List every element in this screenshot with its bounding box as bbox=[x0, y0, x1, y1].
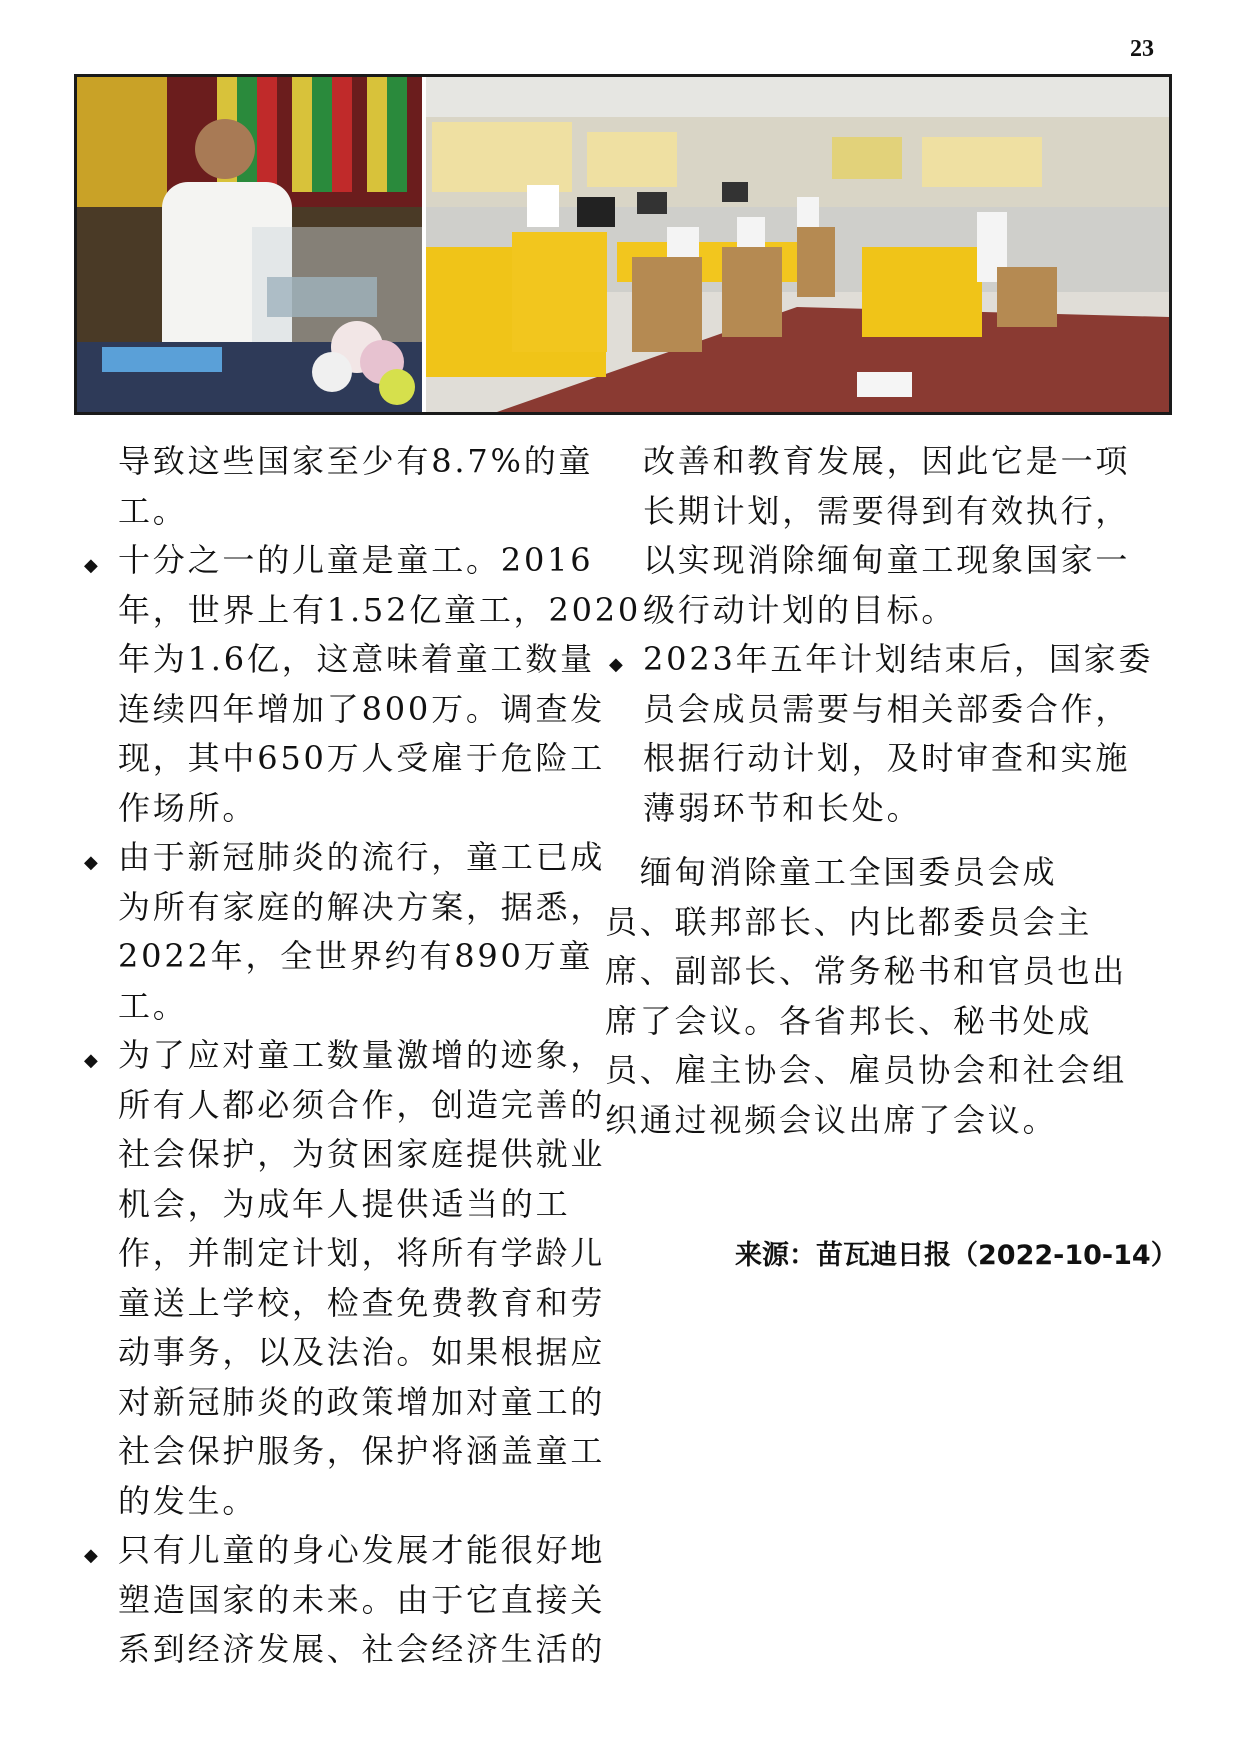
text-line: 社会保护，为贫困家庭提供就业 bbox=[118, 1135, 606, 1173]
speaker-photo bbox=[77, 77, 422, 412]
text-line: 工。 bbox=[118, 491, 188, 530]
text-line: 连续四年增加了800万。调查发 bbox=[118, 689, 606, 728]
diamond-bullet-icon: ◆ bbox=[84, 852, 101, 873]
text-line: 2022年，全世界约有890万童 bbox=[118, 937, 594, 975]
text-line: 席了会议。各省邦长、秘书处成 bbox=[605, 1001, 1093, 1040]
text-line: 只有儿童的身心发展才能很好地 bbox=[118, 1531, 606, 1569]
text-line: 薄弱环节和长处。 bbox=[643, 788, 922, 827]
text-line: 由于新冠肺炎的流行，童工已成 bbox=[118, 838, 606, 876]
diamond-bullet-icon: ◆ bbox=[84, 1050, 101, 1071]
source-citation: 来源：苗瓦迪日报（2022-10-14） bbox=[735, 1240, 1178, 1271]
page-number: 23 bbox=[1130, 36, 1154, 62]
left-column bbox=[84, 437, 642, 1675]
text-line: 员会成员需要与相关部委合作， bbox=[643, 689, 1131, 728]
text-line: 织通过视频会议出席了会议。 bbox=[605, 1100, 1058, 1139]
diamond-bullet-icon: ◆ bbox=[84, 555, 101, 576]
bullet-item bbox=[609, 635, 1168, 833]
text-line: 缅甸消除童工全国委员会成 bbox=[605, 853, 1058, 891]
bullet-item bbox=[84, 833, 606, 1031]
text-line: 童送上学校，检查免费教育和劳 bbox=[118, 1283, 606, 1322]
text-line: 年，世界上有1.52亿童工，2020 bbox=[118, 590, 642, 629]
paragraph-gap bbox=[643, 833, 1168, 848]
text-line: 机会，为成年人提供适当的工 bbox=[118, 1184, 571, 1223]
text-line: 的发生。 bbox=[118, 1481, 258, 1520]
text-line: 十分之一的儿童是童工。2016 bbox=[118, 541, 594, 579]
text-line: 为所有家庭的解决方案，据悉， bbox=[118, 887, 606, 926]
right-continuation-text bbox=[643, 437, 1168, 635]
text-line: 2023年五年计划结束后，国家委 bbox=[643, 640, 1154, 678]
text-line: 动事务，以及法治。如果根据应 bbox=[118, 1333, 606, 1371]
conference-photo bbox=[426, 77, 1169, 412]
text-line: 长期计划，需要得到有效执行， bbox=[643, 491, 1131, 530]
text-line: 员、雇主协会、雇员协会和社会组 bbox=[605, 1051, 1128, 1089]
text-line: 所有人都必须合作，创造完善的 bbox=[118, 1085, 606, 1124]
right-column bbox=[605, 437, 1168, 1145]
text-line: 现，其中650万人受雇于危险工 bbox=[118, 739, 606, 777]
text-line: 作，并制定计划，将所有学龄儿 bbox=[118, 1234, 606, 1272]
text-line: 导致这些国家至少有8.7%的童 bbox=[118, 442, 594, 480]
diamond-bullet-icon: ◆ bbox=[84, 1545, 101, 1566]
text-line: 员、联邦部长、内比都委员会主 bbox=[605, 902, 1093, 941]
text-line: 席、副部长、常务秘书和官员也出 bbox=[605, 952, 1128, 990]
left-continuation-text bbox=[118, 437, 606, 536]
text-line: 年为1.6亿，这意味着童工数量 bbox=[118, 640, 595, 678]
text-line: 工。 bbox=[118, 986, 188, 1025]
photo-strip bbox=[74, 74, 1172, 415]
bullet-item bbox=[84, 536, 642, 833]
text-line: 塑造国家的未来。由于它直接关 bbox=[118, 1580, 606, 1619]
closing-paragraph bbox=[605, 848, 1168, 1145]
bullet-item bbox=[84, 1526, 606, 1675]
text-line: 社会保护服务，保护将涵盖童工 bbox=[118, 1432, 606, 1470]
text-line: 为了应对童工数量激增的迹象， bbox=[118, 1036, 606, 1074]
text-line: 根据行动计划，及时审查和实施 bbox=[643, 739, 1131, 777]
text-line: 级行动计划的目标。 bbox=[643, 590, 957, 629]
text-line: 改善和教育发展，因此它是一项 bbox=[643, 442, 1131, 480]
text-line: 作场所。 bbox=[118, 788, 258, 827]
diamond-bullet-icon: ◆ bbox=[609, 654, 626, 675]
bullet-item bbox=[84, 1031, 606, 1526]
text-line: 系到经济发展、社会经济生活的 bbox=[118, 1630, 606, 1668]
text-line: 以实现消除缅甸童工现象国家一 bbox=[643, 541, 1131, 579]
text-line: 对新冠肺炎的政策增加对童工的 bbox=[118, 1382, 606, 1421]
